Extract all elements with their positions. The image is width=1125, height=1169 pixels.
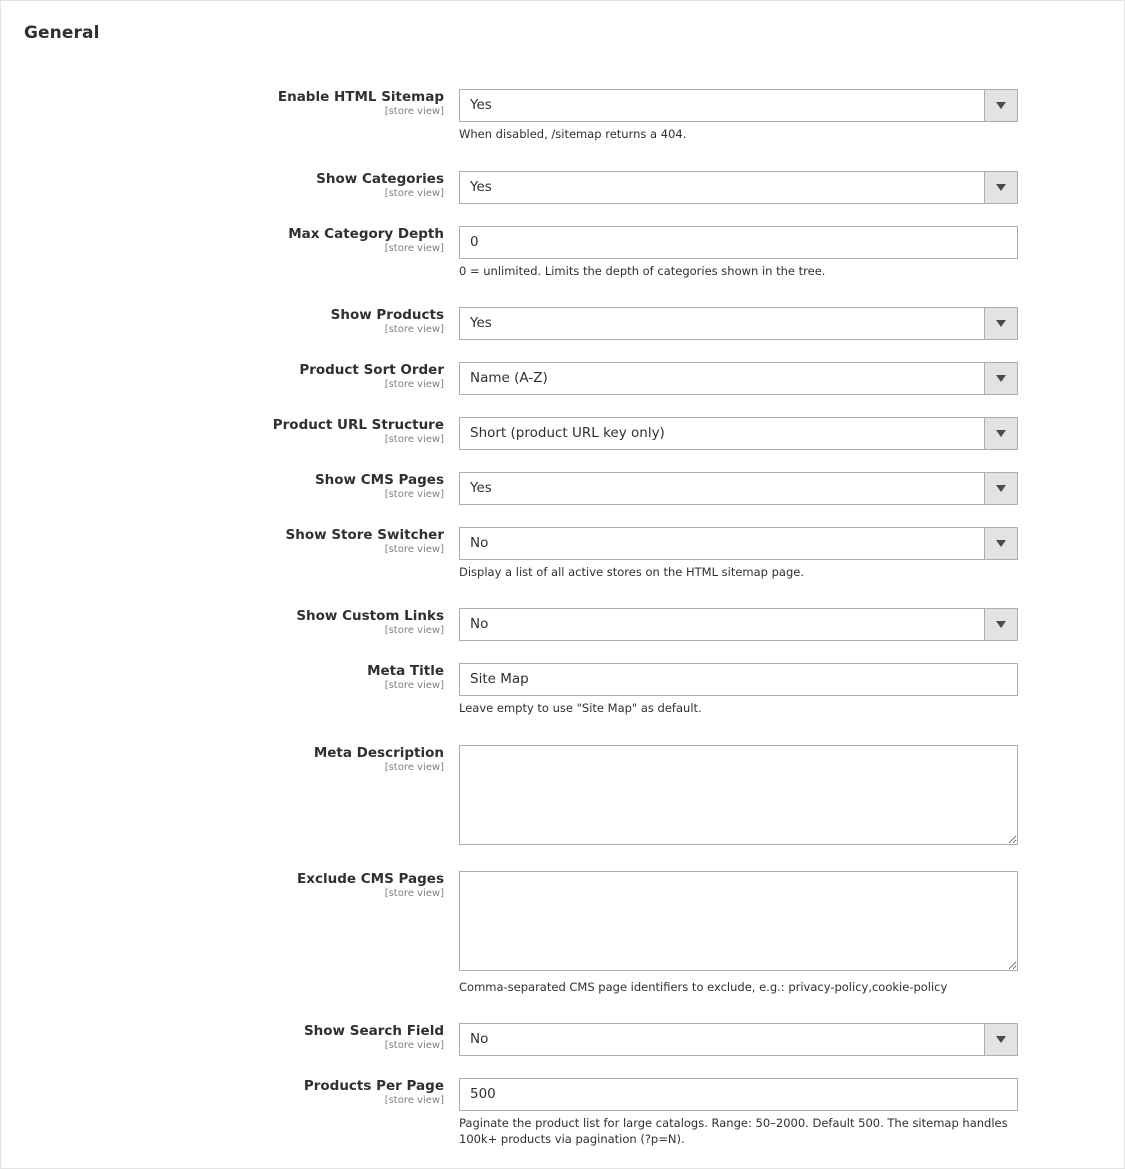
dropdown-button[interactable] <box>984 1024 1017 1055</box>
show-products-select[interactable] <box>459 307 1018 340</box>
label-scope: [store view] <box>384 762 444 773</box>
select-value: Yes <box>470 97 492 113</box>
label-scope: [store view] <box>384 324 444 335</box>
meta-title-input[interactable] <box>459 663 1018 696</box>
dropdown-button[interactable] <box>984 308 1017 339</box>
label-scope: [store view] <box>384 1095 444 1106</box>
field-label <box>316 171 444 200</box>
label-scope: [store view] <box>384 243 444 254</box>
label-scope: [store view] <box>384 379 444 390</box>
select-value: No <box>470 535 489 551</box>
input-value: 500 <box>470 1086 496 1102</box>
field-label <box>297 871 444 900</box>
field-label <box>278 89 444 118</box>
field-note: Display a list of all active stores on the HTML sitemap page. <box>459 565 804 579</box>
products-per-page-input[interactable] <box>459 1078 1018 1111</box>
label-scope: [store view] <box>384 680 444 691</box>
label-title: Exclude CMS Pages <box>297 871 444 887</box>
select-value: No <box>470 1031 489 1047</box>
field-label <box>286 527 444 556</box>
select-value: Name (A-Z) <box>470 370 548 386</box>
label-title: Product URL Structure <box>272 417 444 433</box>
dropdown-button[interactable] <box>984 609 1017 640</box>
show-store-switcher-select[interactable] <box>459 527 1018 560</box>
input-value: Site Map <box>470 671 529 687</box>
select-value: Yes <box>470 179 492 195</box>
field-label <box>273 417 444 446</box>
label-title: Show Search Field <box>303 1023 444 1039</box>
field-label <box>304 1078 444 1107</box>
chevron-down-icon <box>996 540 1006 547</box>
dropdown-button[interactable] <box>984 418 1017 449</box>
chevron-down-icon <box>996 375 1006 382</box>
field-note: 0 = unlimited. Limits the depth of categories shown in the tree. <box>459 264 826 278</box>
label-title: Show CMS Pages <box>314 472 444 488</box>
show-cms-pages-select[interactable] <box>459 472 1018 505</box>
show-categories-select[interactable] <box>459 171 1018 204</box>
label-title: Enable HTML Sitemap <box>277 89 444 105</box>
select-value: Yes <box>470 315 492 331</box>
label-scope: [store view] <box>384 625 444 636</box>
field-label <box>296 608 444 637</box>
field-label <box>331 307 444 336</box>
label-title: Products Per Page <box>303 1078 444 1094</box>
label-scope: [store view] <box>384 1040 444 1051</box>
dropdown-button[interactable] <box>984 90 1017 121</box>
max-category-depth-input[interactable] <box>459 226 1018 259</box>
chevron-down-icon <box>996 621 1006 628</box>
chevron-down-icon <box>996 320 1006 327</box>
label-title: Show Categories <box>316 171 444 187</box>
product-url-structure-select[interactable] <box>459 417 1018 450</box>
label-title: Show Custom Links <box>296 608 444 624</box>
field-note: Comma-separated CMS page identifiers to exclude, e.g.: privacy-policy,cookie-policy <box>459 980 948 994</box>
select-value: Yes <box>470 480 492 496</box>
label-scope: [store view] <box>384 888 444 899</box>
field-note: Paginate the product list for large catalogs. Range: 50–2000. Default 500. The sitemap handles 100k+ products via pagination (?p=N). <box>459 1116 1008 1146</box>
chevron-down-icon <box>996 430 1006 437</box>
label-scope: [store view] <box>384 188 444 199</box>
show-search-field-select[interactable] <box>459 1023 1018 1056</box>
show-custom-links-select[interactable] <box>459 608 1018 641</box>
chevron-down-icon <box>996 184 1006 191</box>
chevron-down-icon <box>996 1036 1006 1043</box>
field-label <box>299 362 444 391</box>
select-value: No <box>470 616 489 632</box>
field-label <box>367 663 444 692</box>
exclude-cms-pages-textarea[interactable] <box>459 871 1018 971</box>
section-title: General <box>24 23 100 43</box>
chevron-down-icon <box>996 102 1006 109</box>
dropdown-button[interactable] <box>984 528 1017 559</box>
field-note: Leave empty to use "Site Map" as default. <box>459 701 702 715</box>
enable-html-sitemap-select[interactable] <box>459 89 1018 122</box>
input-value: 0 <box>470 234 479 250</box>
dropdown-button[interactable] <box>984 363 1017 394</box>
label-scope: [store view] <box>384 544 444 555</box>
select-value: Short (product URL key only) <box>470 425 665 441</box>
label-scope: [store view] <box>384 434 444 445</box>
label-title: Show Store Switcher <box>285 527 444 543</box>
label-scope: [store view] <box>384 106 444 117</box>
product-sort-order-select[interactable] <box>459 362 1018 395</box>
field-label <box>288 226 444 255</box>
field-note: When disabled, /sitemap returns a 404. <box>459 127 687 141</box>
label-title: Meta Title <box>367 663 444 679</box>
label-title: Meta Description <box>313 745 444 761</box>
label-title: Max Category Depth <box>288 226 444 242</box>
field-label <box>314 745 444 774</box>
label-scope: [store view] <box>384 489 444 500</box>
dropdown-button[interactable] <box>984 172 1017 203</box>
chevron-down-icon <box>996 485 1006 492</box>
meta-description-textarea[interactable] <box>459 745 1018 845</box>
field-label <box>304 1023 444 1052</box>
label-title: Show Products <box>330 307 444 323</box>
dropdown-button[interactable] <box>984 473 1017 504</box>
label-title: Product Sort Order <box>299 362 444 378</box>
field-label <box>315 472 444 501</box>
